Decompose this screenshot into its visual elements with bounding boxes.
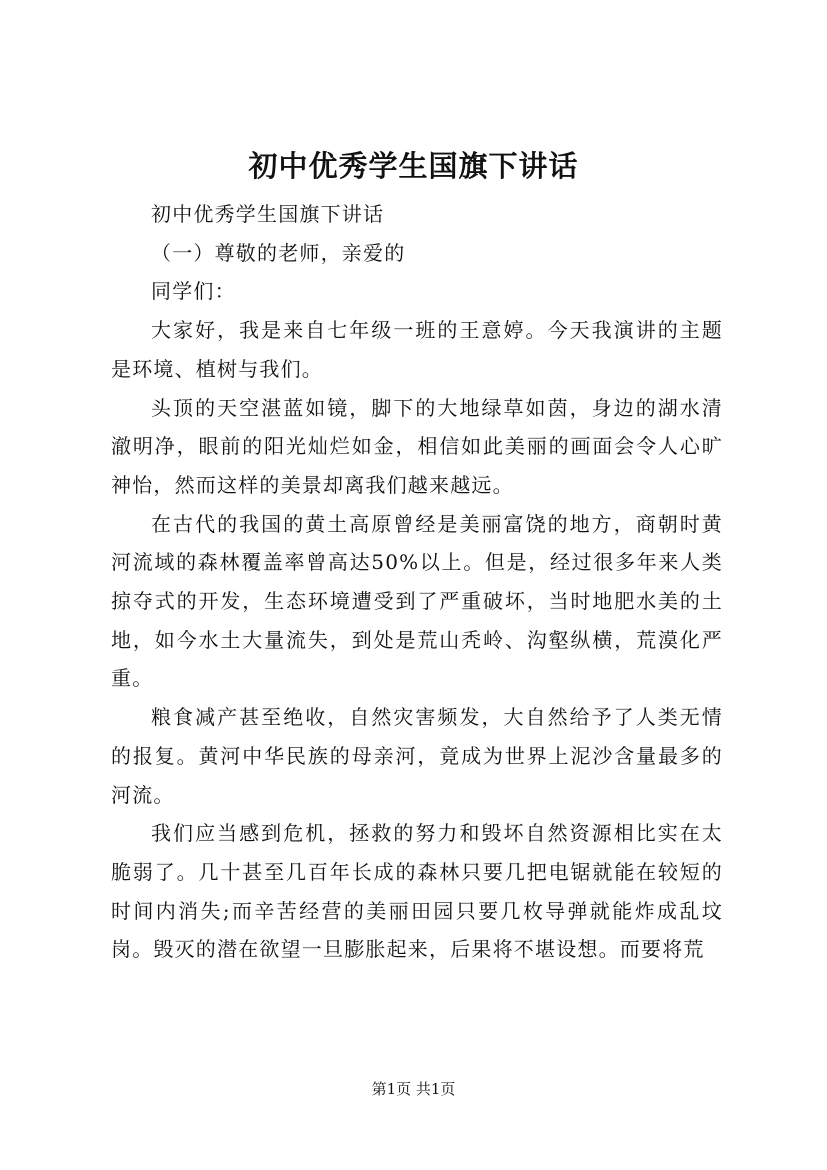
paragraph-introduction: 大家好，我是来自七年级一班的王意婷。今天我演讲的主题是环境、植树与我们。 [111, 318, 723, 381]
paragraph-scenery: 头顶的天空湛蓝如镜，脚下的大地绿草如茵，身边的湖水清澈明净，眼前的阳光灿烂如金，相信如此美丽的画面会令人心旷神怡，然而这样的美景却离我们越来越远。 [111, 395, 723, 497]
paragraph-salutation: （一）尊敬的老师，亲爱的 [151, 240, 406, 265]
paragraph-crisis: 我们应当感到危机，拯救的努力和毁坏自然资源相比实在太脆弱了。几十甚至几百年长成的森林只要几把电锯就能在较短的时间内消失;而辛苦经营的美丽田园只要几枚导弹就能炸成乱坟岗。毁灭的潜在欲望一旦膨胀起来，后果将不堪设想。而要将荒 [111, 821, 723, 962]
page-number-footer: 第1页 共1页 [371, 1080, 456, 1098]
paragraph-history: 在古代的我国的黄土高原曾经是美丽富饶的地方，商朝时黄河流域的森林覆盖率曾高达50%以上。但是，经过很多年来人类掠夺式的开发，生态环境遭受到了严重破坏，当时地肥水美的土地，如今水土大量流失，到处是荒山秃岭、沟壑纵横，荒漠化严重。 [111, 511, 723, 691]
paragraph-subtitle: 初中优秀学生国旗下讲话 [151, 202, 385, 226]
document-title: 初中优秀学生国旗下讲话 [248, 149, 579, 183]
document-body [111, 195, 723, 969]
paragraph-consequences: 粮食减产甚至绝收，自然灾害频发，大自然给予了人类无情的报复。黄河中华民族的母亲河，竟成为世界上泥沙含量最多的河流。 [111, 705, 723, 807]
paragraph-salutation-cont: 同学们： [151, 279, 236, 304]
